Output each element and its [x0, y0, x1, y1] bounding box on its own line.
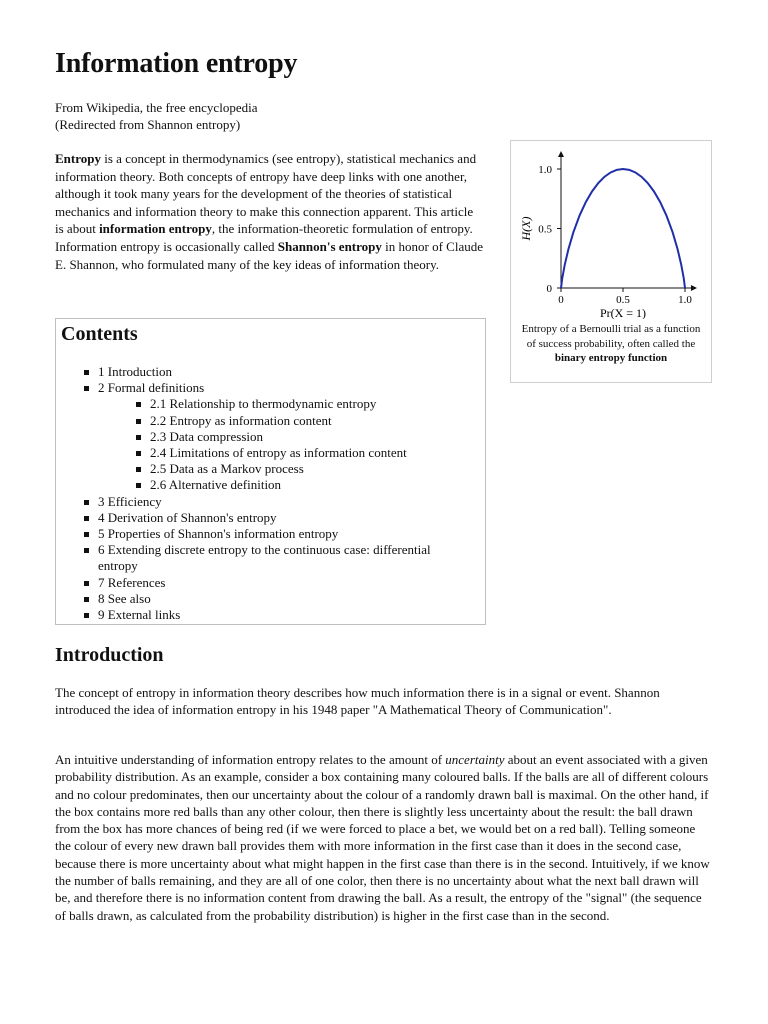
toc-item[interactable]: 2.4 Limitations of entropy as information content	[134, 445, 472, 461]
intro-p2-text-b: about an event associated with a given probability distribution. As an example, consider a box containing many coloured balls. If the balls are all of different colours and no colour predominates, then our uncertainty about the colour of a randomly drawn ball is maximal. On the other hand, if the box contains more red balls than any other colour, then there is slightly less uncertainty about the result: the ball drawn from the box has more chances of being red (if we were forced to place a bet, we would bet on a red ball). Telling someone the colour of every new drawn ball provides them with more information in the first case than it does in the second case, because there is more uncertainty about what might happen in the first case than there is in the second. Intuitively, if we know the number of balls remaining, and they are all of one color, then there is no uncertainty about what the next ball drawn will be, and therefore there is no information content from drawing the ball. As a result, the entropy of the "signal" (the sequence of balls drawn, as calculated from the probability distribution) is higher in the first case than in the second.	[55, 752, 710, 923]
figure-box	[510, 140, 712, 383]
lead-text-3: in honor of Claude E. Shannon, who formulated many of the key ideas of information theory.	[55, 238, 483, 272]
lead-term-shannons-entropy: Shannon's entropy	[277, 238, 382, 254]
page-title: Information entropy	[55, 48, 298, 79]
caption-text: Entropy of a Bernoulli trial as a function of success probability, often called the	[521, 323, 701, 350]
toc-item[interactable]: 2.3 Data compression	[134, 429, 472, 445]
lead-text-2: , the information-theoretic formulation of entropy. Information entropy is occasionally called	[55, 221, 473, 254]
toc-item[interactable]: 5 Properties of Shannon's information entropy	[82, 526, 472, 542]
y-axis-arrow	[558, 151, 564, 157]
toc-item[interactable]: 7 References	[82, 575, 472, 591]
lead-text-1: is a concept in thermodynamics (see entropy), statistical mechanics and information theory. Both concepts of entropy have deep links with one another, although it took many years for the development of the theories of statistical mechanics and information theory to make this connection apparent. This article is about	[55, 151, 477, 237]
lead-term-information-entropy: information entropy	[99, 221, 212, 237]
toc-heading: Contents	[61, 323, 138, 345]
toc-item[interactable]: 2.6 Alternative definition	[134, 477, 472, 493]
chart-labels	[519, 164, 692, 319]
chart-ticks	[557, 169, 685, 292]
toc-item[interactable]: 9 External links	[82, 607, 472, 623]
toc-item[interactable]: 2.5 Data as a Markov process	[134, 461, 472, 477]
toc-list	[82, 364, 472, 623]
toc-item[interactable]: 4 Derivation of Shannon's entropy	[82, 510, 472, 526]
chart-axes	[558, 151, 697, 291]
toc-item[interactable]: 2 Formal definitions	[82, 380, 472, 396]
lead-paragraph	[55, 150, 485, 273]
intro-paragraph-2	[55, 751, 710, 924]
y-tick-label: 0.5	[538, 223, 552, 236]
intro-p2-text-a: An intuitive understanding of information entropy relates to the amount of	[55, 752, 446, 767]
toc-item[interactable]: 2.1 Relationship to thermodynamic entropy	[134, 396, 472, 412]
toc-item[interactable]: 1 Introduction	[82, 364, 472, 380]
x-tick-label: 0	[558, 294, 564, 306]
x-axis-label: Pr(X = 1)	[599, 306, 647, 319]
section-heading-introduction: Introduction	[55, 644, 164, 666]
y-axis-label: H(X)	[519, 216, 533, 241]
y-tick-label: 1.0	[538, 164, 552, 176]
x-tick-label: 1.0	[678, 294, 692, 306]
toc-item[interactable]: 3 Efficiency	[82, 494, 472, 510]
x-tick-label: 0.5	[616, 294, 630, 306]
intro-paragraph-1: The concept of entropy in information theory describes how much information there is in a signal or event. Shannon introduced the idea of information entropy in his 1948 paper "A Mathematical Theory of Communication".	[55, 685, 660, 718]
toc-item[interactable]: 6 Extending discrete entropy to the continuous case: differential entropy	[82, 542, 472, 574]
figure-caption	[517, 322, 705, 366]
redirect-note: (Redirected from Shannon entropy)	[55, 117, 241, 132]
toc-item[interactable]: 8 See also	[82, 591, 472, 607]
entropy-curve	[561, 169, 685, 288]
lead-term: Entropy	[55, 151, 101, 166]
y-tick-label: 0	[546, 283, 552, 295]
x-axis-arrow	[691, 285, 697, 291]
site-tagline: From Wikipedia, the free encyclopedia	[55, 100, 258, 115]
intro-p2-emphasis: uncertainty	[445, 752, 505, 767]
binary-entropy-chart	[515, 147, 707, 319]
table-of-contents	[55, 318, 486, 625]
toc-item[interactable]: 2.2 Entropy as information content	[134, 413, 472, 429]
caption-bold: binary entropy function	[554, 352, 668, 364]
